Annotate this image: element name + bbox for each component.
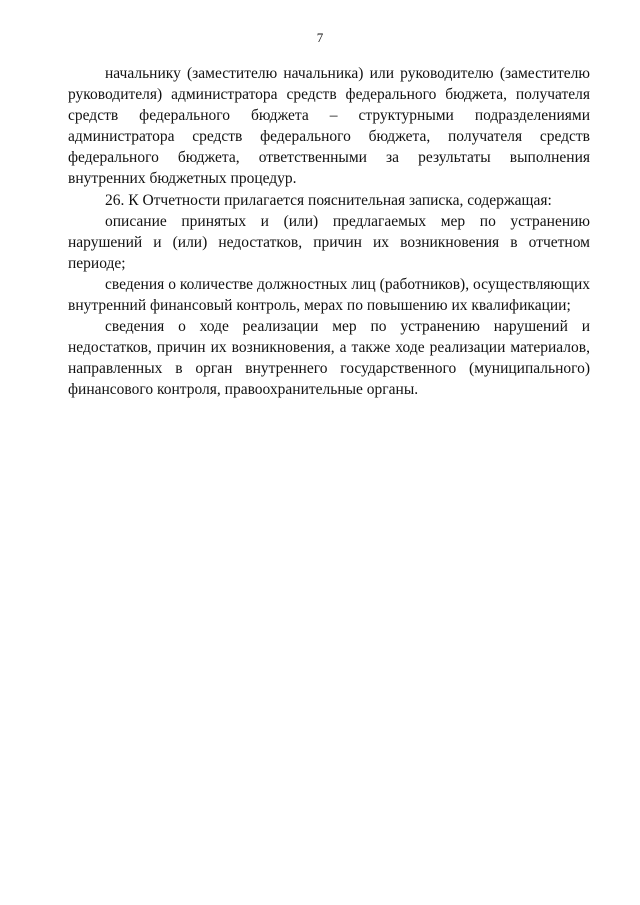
paragraph-item-26: 26. К Отчетности прилагается пояснительная записка, содержащая: [105, 191, 552, 209]
paragraph-measures-description: описание принятых и (или) предлагаемых мер по устранению нарушений и (или) недостатков, причин их возникновения в отчетном периоде; [68, 212, 590, 272]
paragraph-implementation-progress: сведения о ходе реализации мер по устранению нарушений и недостатков, причин их возникновения, а также ходе реализации материалов, направленных в орган внутреннего государственного (муниципального) финансового контроля, правоохранительные органы. [68, 318, 590, 399]
paragraph-staff-information: сведения о количестве должностных лиц (работников), осуществляющих внутренний финансовый контроль, мерах по повышению их квалификации; [68, 275, 590, 315]
page-number: 7 [316, 30, 324, 45]
document-body [68, 63, 590, 401]
paragraph-continuation: начальнику (заместителю начальника) или руководителю (заместителю руководителя) администратора средств федерального бюджета, получателя средств федерального бюджета – структурными подразделениями администратора средств федерального бюджета, получателя средств федерального бюджета, ответственными за результаты выполнения внутренних бюджетных процедур. [68, 65, 590, 188]
